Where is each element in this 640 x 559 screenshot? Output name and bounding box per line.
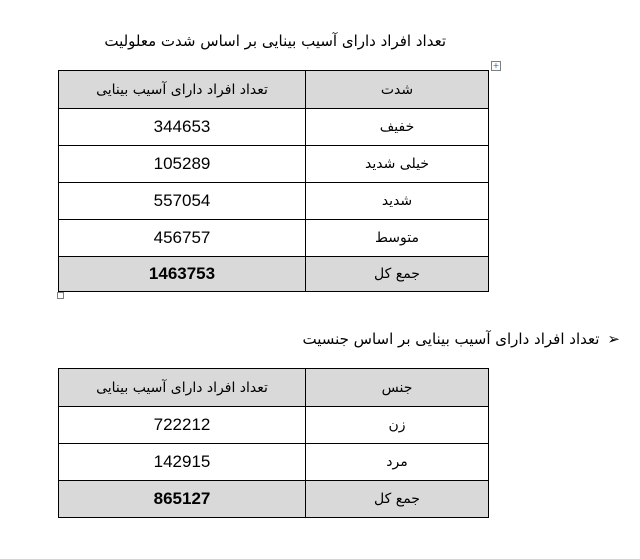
total-value: 1463753 xyxy=(59,257,306,292)
total-label: جمع کل xyxy=(306,481,489,518)
row-label: خفیف xyxy=(306,109,489,146)
table2-title-text: تعداد افراد دارای آسیب بینایی بر اساس جنسیت xyxy=(302,330,600,348)
table-row xyxy=(59,444,489,481)
table2-title xyxy=(302,330,620,348)
row-value: 105289 xyxy=(59,146,306,183)
total-value: 865127 xyxy=(59,481,306,518)
table-row xyxy=(59,220,489,257)
header-gender: جنس xyxy=(306,369,489,407)
table-header-row xyxy=(59,71,489,109)
header-count: تعداد افراد دارای آسیب بینایی xyxy=(59,71,306,109)
total-label: جمع کل xyxy=(306,257,489,292)
table-row xyxy=(59,146,489,183)
severity-table xyxy=(58,70,489,292)
table-resize-handle[interactable] xyxy=(57,292,64,299)
row-label: مرد xyxy=(306,444,489,481)
row-value: 344653 xyxy=(59,109,306,146)
row-value: 142915 xyxy=(59,444,306,481)
total-row xyxy=(59,481,489,518)
row-value: 557054 xyxy=(59,183,306,220)
table1-title: تعداد افراد دارای آسیب بینایی بر اساس شدت معلولیت xyxy=(104,32,446,50)
row-value: 722212 xyxy=(59,407,306,444)
table-row xyxy=(59,183,489,220)
table-header-row xyxy=(59,369,489,407)
gender-table xyxy=(58,368,489,518)
bullet-arrow-icon: ➢ xyxy=(607,330,620,348)
table-row xyxy=(59,109,489,146)
header-count: تعداد افراد دارای آسیب بینایی xyxy=(59,369,306,407)
row-value: 456757 xyxy=(59,220,306,257)
header-severity: شدت xyxy=(306,71,489,109)
table-move-handle[interactable]: + xyxy=(492,61,500,70)
row-label: متوسط xyxy=(306,220,489,257)
row-label: زن xyxy=(306,407,489,444)
total-row xyxy=(59,257,489,292)
row-label: خیلی شدید xyxy=(306,146,489,183)
row-label: شدید xyxy=(306,183,489,220)
table-row xyxy=(59,407,489,444)
